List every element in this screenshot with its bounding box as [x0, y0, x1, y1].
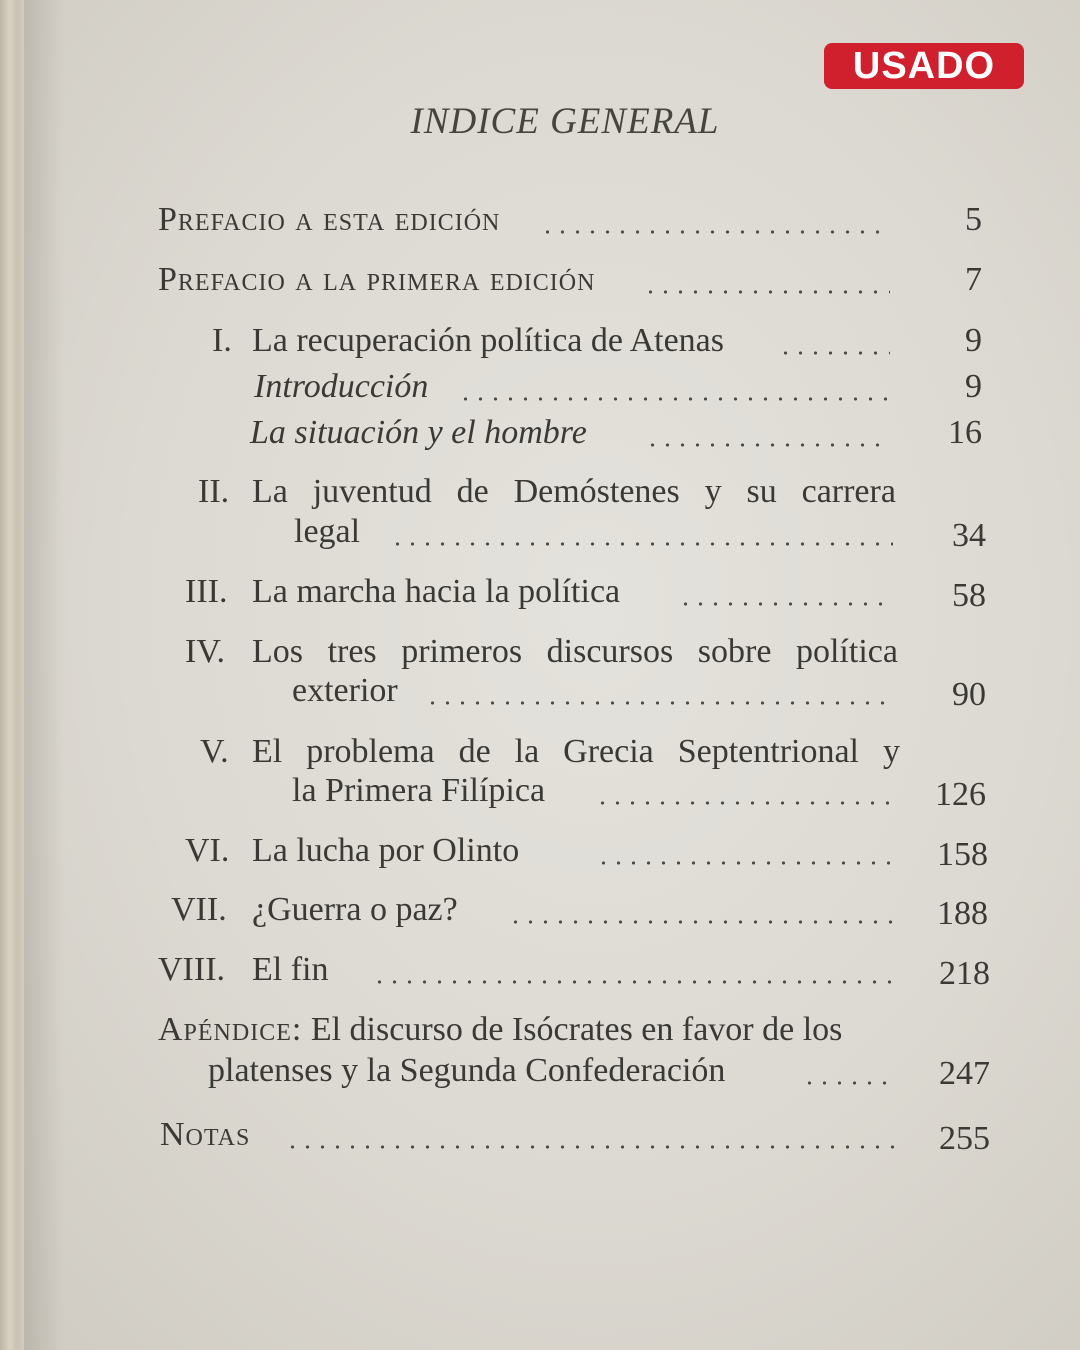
- toc-entry-prefacio-primera: Prefacio a la primera edición: [158, 261, 596, 298]
- leader-dots: [458, 396, 890, 402]
- toc-entry-continuation: exterior: [292, 672, 398, 709]
- word: sobre: [697, 633, 772, 670]
- toc-entry-continuation: la Primera Filípica: [292, 772, 546, 809]
- apendice-title: El discurso de Isócrates en favor de los: [310, 1011, 843, 1048]
- word: problema: [306, 733, 435, 770]
- page-number: 58: [952, 577, 986, 614]
- chapter-number: III.: [185, 573, 228, 610]
- page-number: 90: [952, 676, 986, 713]
- chapter-number: VII.: [171, 891, 227, 928]
- toc-entry-chapter-1: La recuperación política de Atenas: [252, 322, 724, 359]
- chapter-number: VIII.: [158, 951, 226, 988]
- toc-entry-introduccion: Introducción: [254, 368, 429, 405]
- leader-dots: [540, 229, 890, 235]
- page-number: 255: [939, 1120, 990, 1157]
- toc-entry-chapter-5: [252, 732, 900, 772]
- chapter-number: VI.: [185, 832, 230, 869]
- used-badge: USADO: [824, 43, 1024, 89]
- word: Grecia: [563, 733, 654, 770]
- page-number: 188: [937, 895, 988, 932]
- word: de: [458, 733, 491, 770]
- toc-entry-chapter-4: [252, 632, 898, 672]
- book-spine: [0, 0, 24, 1350]
- spine-shadow: [24, 0, 64, 1350]
- toc-entry-chapter-8: El fin: [252, 951, 329, 988]
- leader-dots: [645, 442, 890, 448]
- page-number: 126: [935, 776, 986, 813]
- toc-entry-situacion: La situación y el hombre: [250, 414, 587, 451]
- word: y: [704, 473, 722, 510]
- page-title: INDICE GENERAL: [410, 101, 720, 142]
- toc-entry-notas: Notas: [160, 1116, 251, 1153]
- page-number: 9: [965, 322, 982, 359]
- leader-dots: [390, 541, 893, 547]
- chapter-number: V.: [200, 733, 229, 770]
- leader-dots: [425, 700, 895, 706]
- word: su: [746, 473, 777, 510]
- word: de: [456, 473, 489, 510]
- page-number: 247: [939, 1055, 990, 1092]
- toc-entry-continuation: legal: [294, 513, 361, 550]
- chapter-number: II.: [198, 473, 230, 510]
- toc-entry-chapter-2: [252, 472, 896, 512]
- word: tres: [327, 633, 377, 670]
- page-number: 7: [965, 261, 982, 298]
- word: política: [795, 633, 898, 670]
- chapter-number: I.: [212, 322, 232, 359]
- page-number: 9: [965, 368, 982, 405]
- leader-dots: [508, 919, 896, 925]
- word: Septentrional: [677, 733, 860, 770]
- toc-entry-prefacio-esta: Prefacio a esta edición: [158, 201, 501, 238]
- chapter-number: IV.: [185, 633, 225, 670]
- word: La: [252, 473, 288, 510]
- page-number: 158: [937, 836, 988, 873]
- leader-dots: [596, 860, 896, 866]
- toc-entry-chapter-3: La marcha hacia la política: [252, 573, 621, 610]
- word: El: [252, 733, 283, 770]
- page-number: 16: [948, 414, 982, 451]
- leader-dots: [643, 289, 890, 295]
- toc-entry-chapter-7: ¿Guerra o paz?: [252, 891, 458, 928]
- page-number: 5: [965, 201, 982, 238]
- word: Demóstenes: [513, 473, 680, 510]
- leader-dots: [595, 800, 895, 806]
- word: Los: [252, 633, 303, 670]
- word: juventud: [312, 473, 432, 510]
- word: primeros: [401, 633, 523, 670]
- toc-entry-chapter-6: La lucha por Olinto: [252, 832, 520, 869]
- page-number: 218: [939, 955, 990, 992]
- leader-dots: [372, 979, 897, 985]
- word: discursos: [546, 633, 674, 670]
- word: carrera: [801, 473, 896, 510]
- toc-entry-apendice: [158, 1010, 842, 1050]
- apendice-label: Apéndice:: [158, 1011, 303, 1048]
- page-number: 34: [952, 517, 986, 554]
- word: y: [882, 733, 900, 770]
- word: la: [514, 733, 540, 770]
- leader-dots: [285, 1144, 897, 1150]
- leader-dots: [678, 601, 893, 607]
- toc-entry-continuation: platenses y la Segunda Confederación: [208, 1052, 726, 1089]
